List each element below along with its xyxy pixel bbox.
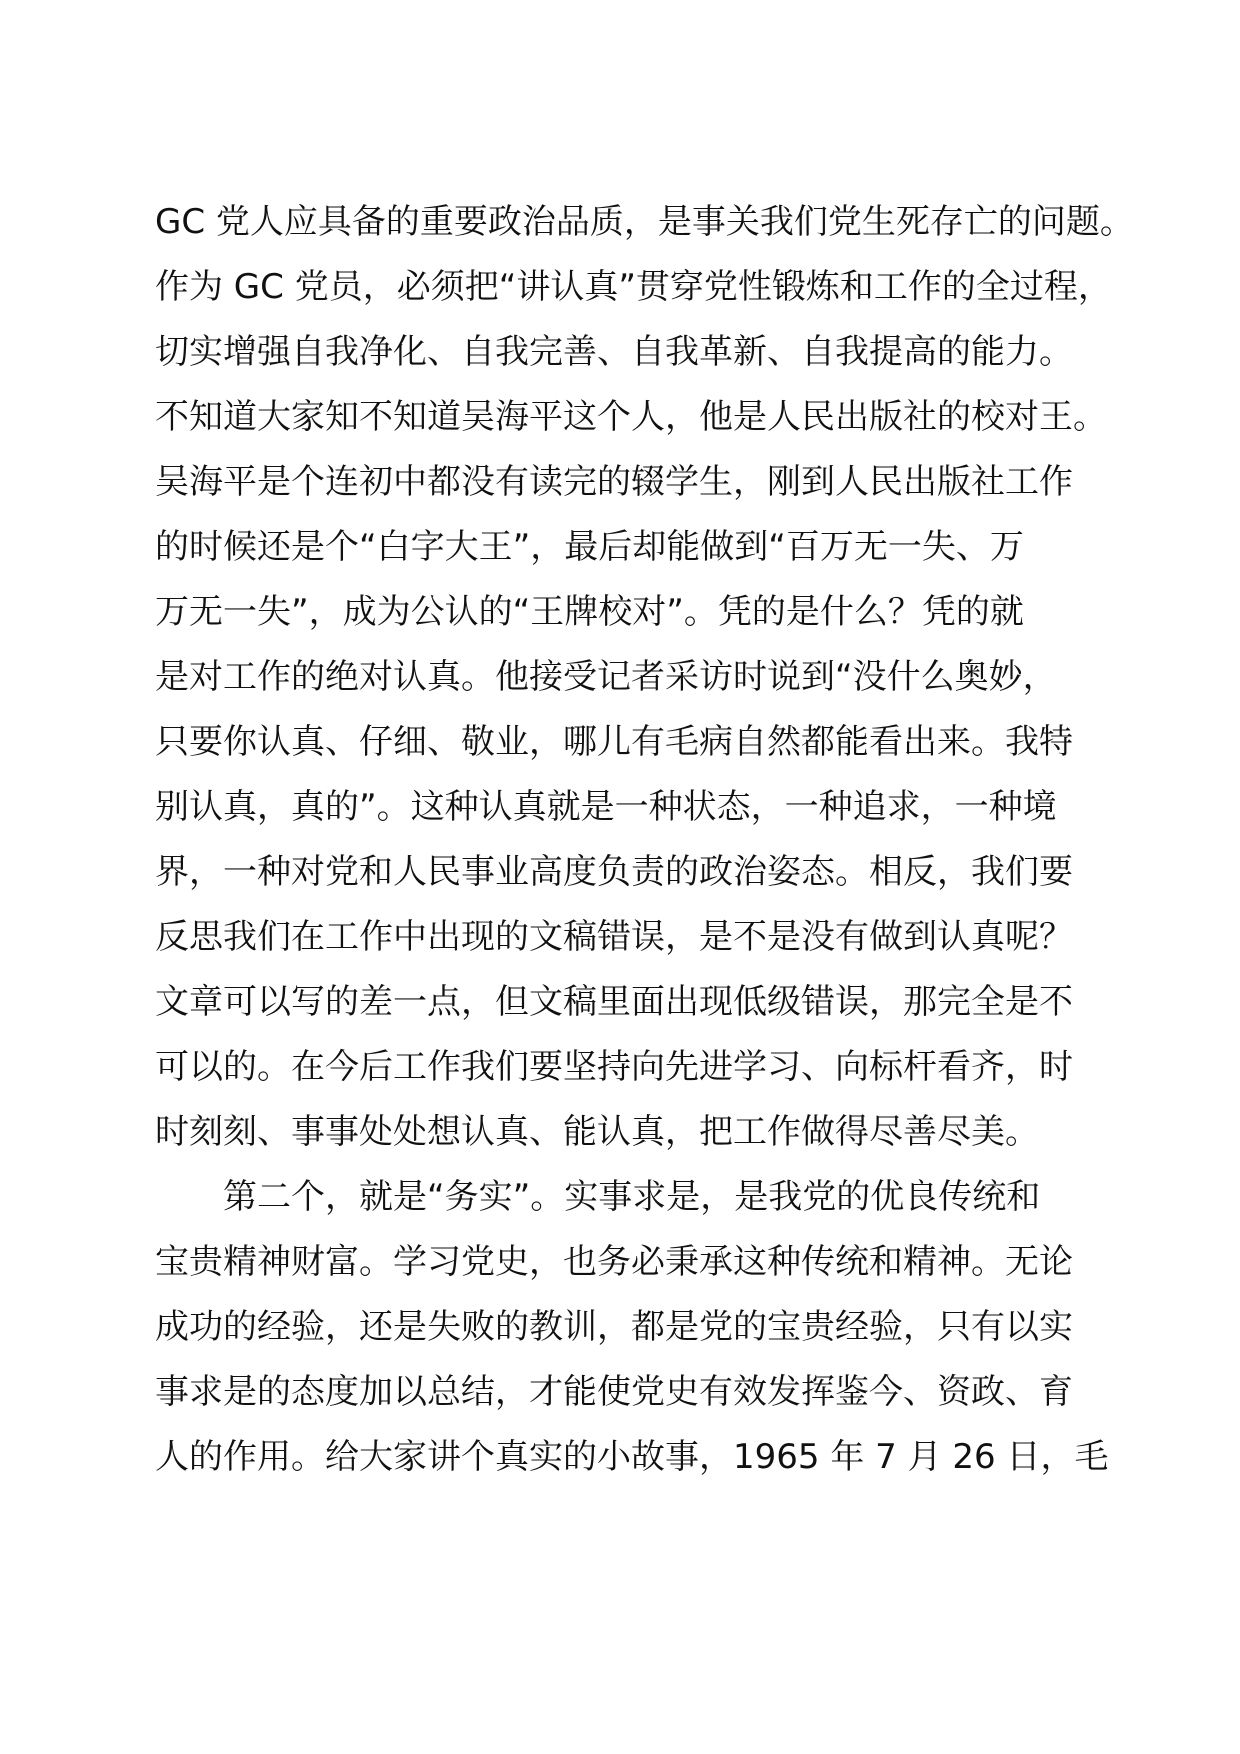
paragraph-start-line: 第二个，就是“务实”。实事求是，是我党的优良传统和 [223, 1177, 1041, 1217]
text-line: GC 党人应具备的重要政治品质，是事关我们党生死存亡的问题。 [155, 202, 1134, 242]
text-line: 反思我们在工作中出现的文稿错误，是不是没有做到认真呢？ [155, 917, 1073, 957]
text-line: 的时候还是个“白字大王”，最后却能做到“百万无一失、万 [155, 527, 1024, 567]
text-line: 别认真，真的”。这种认真就是一种状态，一种追求，一种境 [155, 787, 1057, 827]
text-line: 成功的经验，还是失败的教训，都是党的宝贵经验，只有以实 [155, 1307, 1073, 1347]
text-line: 文章可以写的差一点，但文稿里面出现低级错误，那完全是不 [155, 982, 1073, 1022]
text-line: 界，一种对党和人民事业高度负责的政治姿态。相反，我们要 [155, 852, 1073, 892]
text-line: 切实增强自我净化、自我完善、自我革新、自我提高的能力。 [155, 332, 1073, 372]
text-line: 万无一失”，成为公认的“王牌校对”。凭的是什么？凭的就 [155, 592, 1024, 632]
text-line: 时刻刻、事事处处想认真、能认真，把工作做得尽善尽美。 [155, 1112, 1039, 1152]
text-line: 是对工作的绝对认真。他接受记者采访时说到“没什么奥妙， [155, 657, 1057, 697]
text-line: 不知道大家知不知道吴海平这个人，他是人民出版社的校对王。 [155, 397, 1107, 437]
text-line: 吴海平是个连初中都没有读完的辍学生，刚到人民出版社工作 [155, 462, 1073, 502]
text-line: 只要你认真、仔细、敬业，哪儿有毛病自然都能看出来。我特 [155, 722, 1073, 762]
text-line: 人的作用。给大家讲个真实的小故事，1965 年 7 月 26 日，毛 [155, 1437, 1109, 1477]
text-line: 可以的。在今后工作我们要坚持向先进学习、向标杆看齐，时 [155, 1047, 1073, 1087]
body-text [155, 190, 1134, 1490]
text-line: 事求是的态度加以总结，才能使党史有效发挥鉴今、资政、育 [155, 1372, 1073, 1412]
text-line: 宝贵精神财富。学习党史，也务必秉承这种传统和精神。无论 [155, 1242, 1073, 1282]
text-line: 作为 GC 党员，必须把“讲认真”贯穿党性锻炼和工作的全过程， [155, 267, 1112, 307]
